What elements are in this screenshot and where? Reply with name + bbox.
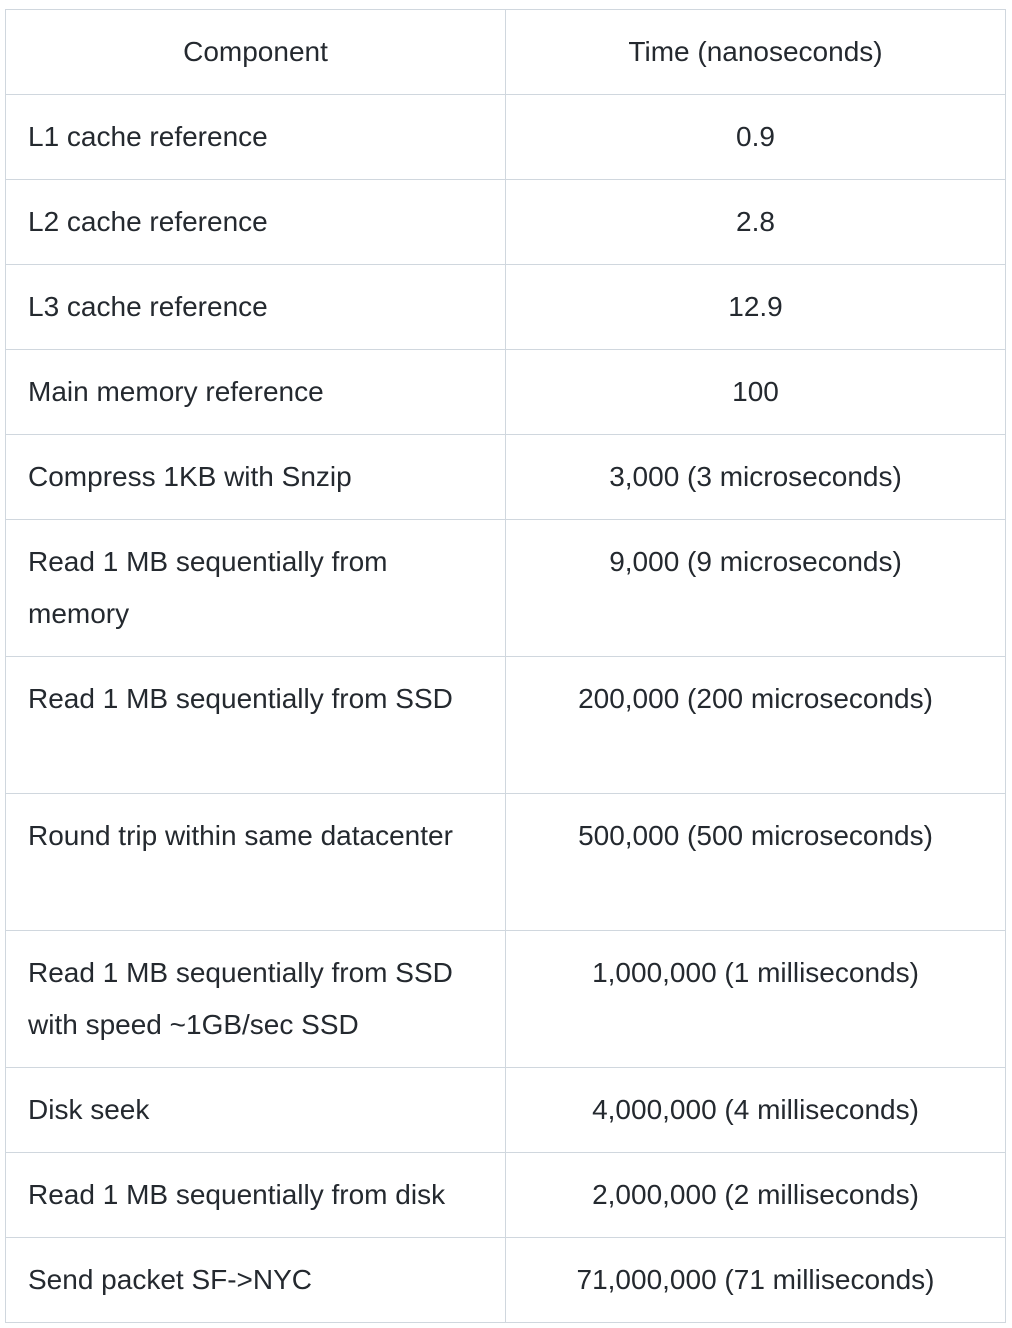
component-cell: Read 1 MB sequentially from SSD with speed ~1GB/sec SSD	[6, 931, 506, 1068]
time-cell: 3,000 (3 microseconds)	[506, 435, 1006, 520]
component-cell: L2 cache reference	[6, 180, 506, 265]
time-cell: 200,000 (200 microseconds)	[506, 657, 1006, 794]
time-cell: 2.8	[506, 180, 1006, 265]
table-row	[6, 350, 1006, 435]
column-header-time: Time (nanoseconds)	[506, 10, 1006, 95]
time-cell: 9,000 (9 microseconds)	[506, 520, 1006, 657]
table-row	[6, 794, 1006, 931]
time-cell: 0.9	[506, 95, 1006, 180]
table-row	[6, 95, 1006, 180]
component-cell: Round trip within same datacenter	[6, 794, 506, 931]
table-row	[6, 520, 1006, 657]
time-cell: 100	[506, 350, 1006, 435]
table-row	[6, 180, 1006, 265]
time-cell: 2,000,000 (2 milliseconds)	[506, 1153, 1006, 1238]
time-cell: 71,000,000 (71 milliseconds)	[506, 1238, 1006, 1323]
component-cell: Compress 1KB with Snzip	[6, 435, 506, 520]
table-row	[6, 931, 1006, 1068]
component-cell: L1 cache reference	[6, 95, 506, 180]
component-cell: Read 1 MB sequentially from memory	[6, 520, 506, 657]
latency-table-container	[5, 9, 1005, 1323]
time-cell: 4,000,000 (4 milliseconds)	[506, 1068, 1006, 1153]
latency-table	[5, 9, 1006, 1323]
component-cell: L3 cache reference	[6, 265, 506, 350]
table-row	[6, 1238, 1006, 1323]
table-row	[6, 265, 1006, 350]
time-cell: 1,000,000 (1 milliseconds)	[506, 931, 1006, 1068]
component-cell: Disk seek	[6, 1068, 506, 1153]
table-row	[6, 657, 1006, 794]
component-cell: Read 1 MB sequentially from SSD	[6, 657, 506, 794]
component-cell: Read 1 MB sequentially from disk	[6, 1153, 506, 1238]
column-header-component: Component	[6, 10, 506, 95]
table-row	[6, 1068, 1006, 1153]
component-cell: Send packet SF->NYC	[6, 1238, 506, 1323]
table-header-row	[6, 10, 1006, 95]
table-row	[6, 1153, 1006, 1238]
time-cell: 500,000 (500 microseconds)	[506, 794, 1006, 931]
time-cell: 12.9	[506, 265, 1006, 350]
table-row	[6, 435, 1006, 520]
component-cell: Main memory reference	[6, 350, 506, 435]
